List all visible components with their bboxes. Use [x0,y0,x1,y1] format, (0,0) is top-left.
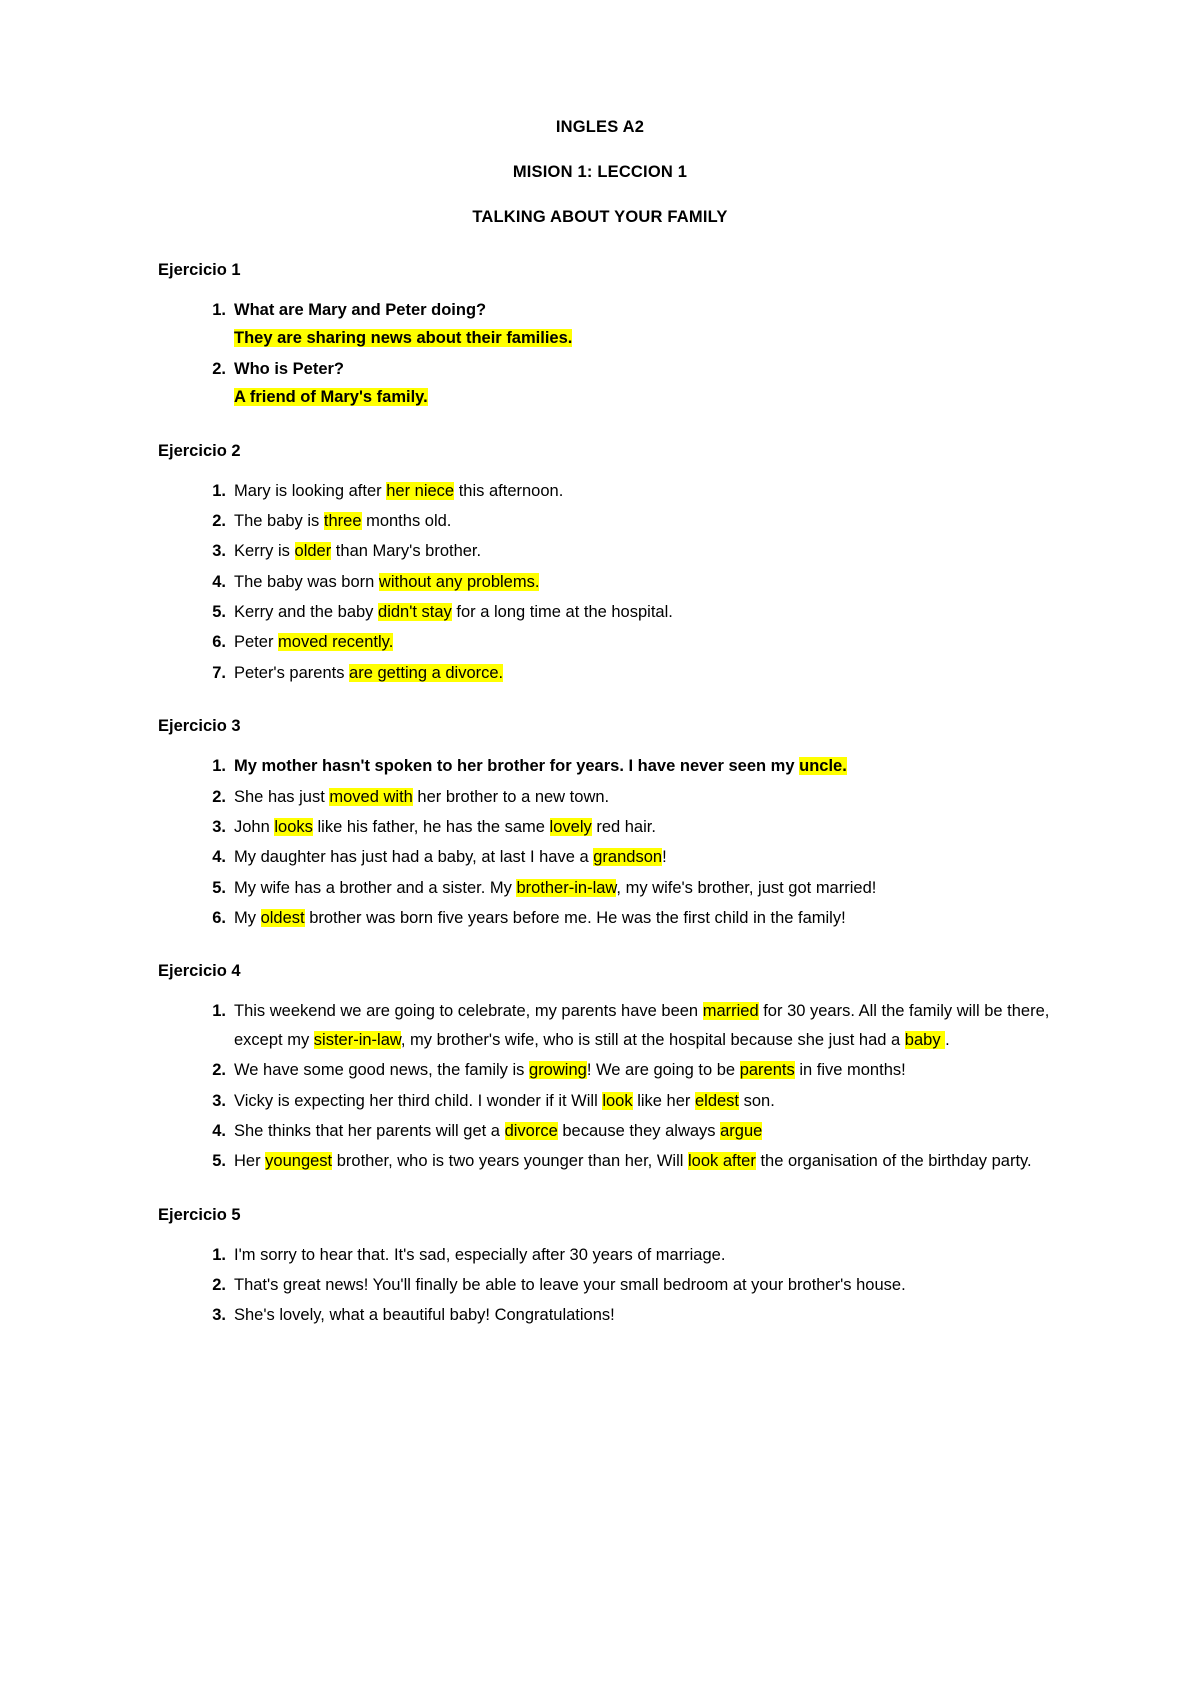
list-item [234,1117,1072,1145]
highlighted-text: divorce [504,1121,558,1140]
list-item [234,296,1072,353]
plain-text: son. [739,1091,775,1110]
highlighted-text: uncle. [799,757,847,776]
highlighted-text: older [294,542,332,561]
plain-text: Kerry is [234,542,295,561]
list-item [234,1087,1072,1115]
plain-text: My [234,909,261,927]
exercise-list [128,997,1072,1175]
plain-text: Her [234,1152,266,1171]
sections-container [128,261,1072,1330]
highlighted-text: married [702,1002,759,1021]
highlighted-text: look [602,1091,633,1110]
exercise-list [128,1241,1072,1330]
section-heading: Ejercicio 2 [158,441,241,460]
list-item [234,1147,1072,1175]
plain-text: My mother hasn't spoken to her brother for years. I have never seen my [234,757,800,776]
plain-text: her brother to a new town. [412,787,610,806]
plain-text: , my wife's brother, just got married! [616,878,877,897]
highlighted-text: her niece [386,481,455,500]
plain-text: the organisation of the birthday party. [755,1152,1032,1171]
highlighted-text: They are sharing news about their families. [234,329,573,348]
plain-text: My daughter has just had a baby, at last I have a [234,848,594,867]
plain-text: This weekend we are going to celebrate, my parents have been [234,1002,703,1021]
exercise-list [128,477,1072,688]
highlighted-text: A friend of Mary's family. [234,388,428,407]
highlighted-text: moved recently. [278,633,394,652]
list-item [234,874,1072,902]
list-item [234,904,1072,932]
plain-text: like his father, he has the same [312,817,550,836]
plain-text: Peter's parents [234,663,350,682]
document-title: INGLES A2 [555,118,645,136]
list-item [234,1056,1072,1084]
plain-text: . [945,1030,950,1049]
highlighted-text: parents [739,1061,795,1080]
plain-text: Who is Peter? [234,359,345,378]
list-item [234,783,1072,811]
plain-text: The baby is [234,511,324,530]
plain-text: because they always [557,1121,721,1140]
plain-text: Vicky is expecting her third child. I wonder if it Will [234,1091,603,1110]
plain-text: in five months! [794,1061,906,1080]
highlighted-text: sister-in-law [313,1030,401,1049]
highlighted-text: baby [904,1030,946,1049]
list-item [234,628,1072,656]
highlighted-text: growing [529,1061,587,1080]
plain-text: Kerry and the baby [234,603,379,621]
document-subtitle: MISION 1: LECCION 1 [512,163,688,181]
plain-text: brother was born five years before me. He was the first child in the family! [304,909,846,927]
highlighted-text: oldest [260,909,305,927]
plain-text: She has just [234,787,330,806]
list-item [234,598,1072,626]
highlighted-text: youngest [265,1152,333,1171]
plain-text: than Mary's brother. [331,542,482,561]
plain-text: months old. [361,511,452,530]
exercise-list [128,752,1072,932]
section-heading: Ejercicio 3 [158,717,241,736]
list-item [234,843,1072,871]
highlighted-text: three [323,511,362,530]
plain-text: Mary is looking after [234,481,387,500]
plain-text: Peter [234,633,279,652]
plain-text: That's great news! You'll finally be able to leave your small bedroom at your brother's house. [234,1276,906,1294]
plain-text: My wife has a brother and a sister. My [234,878,517,897]
list-item [234,1241,1072,1269]
highlighted-text: eldest [694,1091,740,1110]
list-item [234,477,1072,505]
highlighted-text: look after [687,1152,756,1171]
plain-text: What are Mary and Peter doing? [234,301,487,319]
plain-text: ! [662,848,667,867]
list-item [234,813,1072,841]
plain-text: ! We are going to be [586,1061,740,1080]
list-item [234,1301,1072,1329]
plain-text: She thinks that her parents will get a [234,1121,505,1140]
plain-text: red hair. [591,817,656,836]
highlighted-text: didn't stay [378,603,452,621]
plain-text: I'm sorry to hear that. It's sad, especially after 30 years of marriage. [234,1245,726,1264]
plain-text: We have some good news, the family is [234,1061,530,1080]
list-item [234,997,1072,1054]
plain-text: The baby was born [234,572,379,591]
plain-text: like her [632,1091,695,1110]
highlighted-text: brother-in-law [516,878,617,897]
plain-text: for a long time at the hospital. [451,603,673,621]
plain-text: She's lovely, what a beautiful baby! Congratulations! [234,1306,615,1325]
list-item [234,355,1072,412]
list-item [234,1271,1072,1299]
list-item [234,659,1072,687]
highlighted-text: looks [274,817,313,836]
plain-text: this afternoon. [454,481,564,500]
plain-text: , my brother's wife, who is still at the hospital because she just had a [400,1030,905,1049]
section-heading: Ejercicio 1 [158,261,241,279]
highlighted-text: moved with [329,787,413,806]
document-subtitle-2: TALKING ABOUT YOUR FAMILY [472,208,728,226]
highlighted-text: are getting a divorce. [349,663,504,682]
plain-text: for 30 years. All the family will be there, except my [234,1002,1050,1049]
list-item [234,507,1072,535]
exercise-list [128,296,1072,412]
list-item [234,568,1072,596]
plain-text: John [234,817,275,836]
highlighted-text: argue [720,1121,763,1140]
highlighted-text: without any problems. [378,572,540,591]
highlighted-text: lovely [549,817,592,836]
section-heading: Ejercicio 4 [158,962,241,981]
list-item [234,752,1072,780]
section-heading: Ejercicio 5 [158,1205,241,1224]
list-item [234,537,1072,565]
plain-text: brother, who is two years younger than her, Will [332,1152,688,1171]
highlighted-text: grandson [593,848,663,867]
